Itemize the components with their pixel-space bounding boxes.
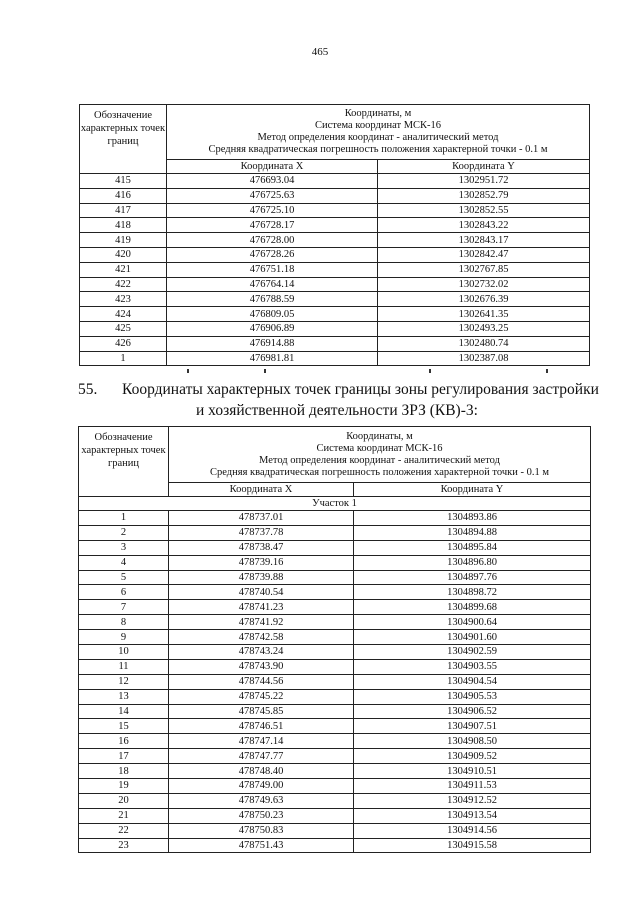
coord-y-cell: 1304893.86 bbox=[354, 511, 591, 526]
coord-y-cell: 1304900.64 bbox=[354, 615, 591, 630]
point-number: 17 bbox=[79, 749, 169, 764]
info-line: Средняя квадратическая погрешность положения характерной точки - 0.1 м bbox=[210, 466, 549, 478]
point-number: 419 bbox=[80, 233, 167, 248]
table-row bbox=[79, 600, 591, 615]
point-number: 6 bbox=[79, 585, 169, 600]
table-row bbox=[79, 615, 591, 630]
coord-x-cell: 478745.22 bbox=[169, 689, 354, 704]
coord-x-cell: 478745.85 bbox=[169, 704, 354, 719]
table-1-body bbox=[80, 105, 590, 366]
table-row bbox=[79, 525, 591, 540]
point-number: 18 bbox=[79, 764, 169, 779]
table-row bbox=[79, 511, 591, 526]
scan-mark bbox=[429, 369, 431, 373]
point-number: 5 bbox=[79, 570, 169, 585]
coord-x-cell: 478750.23 bbox=[169, 808, 354, 823]
table-row bbox=[80, 336, 590, 351]
table-row bbox=[79, 749, 591, 764]
point-number: 1 bbox=[79, 511, 169, 526]
section-title-line-1: Координаты характерных точек границы зоны регулирования застройки bbox=[122, 381, 599, 398]
coord-y-cell: 1302767.85 bbox=[378, 262, 590, 277]
coord-x-cell: 478750.83 bbox=[169, 823, 354, 838]
table-row bbox=[79, 630, 591, 645]
coord-y-cell: 1302387.08 bbox=[378, 351, 590, 366]
coord-x-cell: 478749.00 bbox=[169, 779, 354, 794]
point-number: 423 bbox=[80, 292, 167, 307]
coord-x-cell: 476725.10 bbox=[167, 203, 378, 218]
point-label-header: Обозначение характерных точек границ bbox=[79, 427, 169, 497]
table-row bbox=[79, 734, 591, 749]
point-number: 418 bbox=[80, 218, 167, 233]
point-number: 13 bbox=[79, 689, 169, 704]
point-number: 15 bbox=[79, 719, 169, 734]
point-number: 1 bbox=[80, 351, 167, 366]
point-number: 420 bbox=[80, 247, 167, 262]
col-x-header: Координата X bbox=[167, 160, 378, 174]
table-row bbox=[79, 689, 591, 704]
info-line: Координаты, м bbox=[346, 430, 413, 442]
point-number: 3 bbox=[79, 540, 169, 555]
point-number: 416 bbox=[80, 188, 167, 203]
table-row bbox=[80, 321, 590, 336]
section-title-line-2: и хозяйственной деятельности ЗРЗ (КВ)-3: bbox=[196, 402, 478, 419]
coord-x-cell: 476764.14 bbox=[167, 277, 378, 292]
coord-x-cell: 476725.63 bbox=[167, 188, 378, 203]
table-row bbox=[80, 247, 590, 262]
info-line: Координаты, м bbox=[344, 108, 412, 119]
coord-x-cell: 478738.47 bbox=[169, 540, 354, 555]
table-2-body bbox=[79, 427, 591, 853]
coord-y-cell: 1304907.51 bbox=[354, 719, 591, 734]
coord-x-cell: 476788.59 bbox=[167, 292, 378, 307]
coord-y-cell: 1304901.60 bbox=[354, 630, 591, 645]
coord-y-cell: 1302676.39 bbox=[378, 292, 590, 307]
coord-x-cell: 476693.04 bbox=[167, 174, 378, 189]
coord-y-cell: 1304909.52 bbox=[354, 749, 591, 764]
coord-x-cell: 478741.23 bbox=[169, 600, 354, 615]
table-row bbox=[80, 351, 590, 366]
table-row bbox=[80, 203, 590, 218]
coord-x-cell: 476914.88 bbox=[167, 336, 378, 351]
coord-y-cell: 1304898.72 bbox=[354, 585, 591, 600]
coord-x-cell: 478747.77 bbox=[169, 749, 354, 764]
coord-y-cell: 1302843.22 bbox=[378, 218, 590, 233]
coord-x-cell: 476728.17 bbox=[167, 218, 378, 233]
page-number: 465 bbox=[311, 46, 329, 58]
table-row bbox=[79, 764, 591, 779]
coord-y-cell: 1302641.35 bbox=[378, 307, 590, 322]
point-number: 422 bbox=[80, 277, 167, 292]
point-number: 21 bbox=[79, 808, 169, 823]
point-number: 417 bbox=[80, 203, 167, 218]
coord-x-cell: 478737.78 bbox=[169, 525, 354, 540]
info-line: Метод определения координат - аналитический метод bbox=[259, 454, 500, 466]
coord-x-cell: 478742.58 bbox=[169, 630, 354, 645]
table-row bbox=[80, 174, 590, 189]
coord-y-cell: 1304902.59 bbox=[354, 645, 591, 660]
coord-y-cell: 1304908.50 bbox=[354, 734, 591, 749]
point-number: 415 bbox=[80, 174, 167, 189]
point-number: 7 bbox=[79, 600, 169, 615]
coord-x-cell: 476809.05 bbox=[167, 307, 378, 322]
coordinates-table-1 bbox=[79, 104, 590, 366]
point-number: 9 bbox=[79, 630, 169, 645]
coord-x-cell: 478749.63 bbox=[169, 793, 354, 808]
coord-x-cell: 476906.89 bbox=[167, 321, 378, 336]
table-row bbox=[80, 292, 590, 307]
col-y-header: Координата Y bbox=[354, 483, 591, 497]
point-number: 8 bbox=[79, 615, 169, 630]
coordinate-system-info bbox=[167, 105, 590, 160]
table-row bbox=[79, 585, 591, 600]
coord-x-cell: 478751.43 bbox=[169, 838, 354, 853]
table-row bbox=[79, 570, 591, 585]
coord-y-cell: 1302852.79 bbox=[378, 188, 590, 203]
table-row bbox=[80, 233, 590, 248]
coord-x-cell: 478744.56 bbox=[169, 674, 354, 689]
point-number: 14 bbox=[79, 704, 169, 719]
coord-y-cell: 1304894.88 bbox=[354, 525, 591, 540]
col-y-header: Координата Y bbox=[378, 160, 590, 174]
point-number: 424 bbox=[80, 307, 167, 322]
coord-x-cell: 478743.90 bbox=[169, 659, 354, 674]
scan-mark bbox=[546, 369, 548, 373]
point-number: 20 bbox=[79, 793, 169, 808]
table-row bbox=[80, 307, 590, 322]
coord-y-cell: 1304899.68 bbox=[354, 600, 591, 615]
point-number: 22 bbox=[79, 823, 169, 838]
scan-marks bbox=[0, 369, 640, 375]
table-row bbox=[79, 555, 591, 570]
scan-mark bbox=[187, 369, 189, 373]
coord-x-cell: 478747.14 bbox=[169, 734, 354, 749]
table-row bbox=[80, 262, 590, 277]
coord-x-cell: 478739.16 bbox=[169, 555, 354, 570]
point-label-header: Обозначение характерных точек границ bbox=[80, 105, 167, 174]
coord-x-cell: 478743.24 bbox=[169, 645, 354, 660]
coord-x-cell: 478737.01 bbox=[169, 511, 354, 526]
point-number: 19 bbox=[79, 779, 169, 794]
col-x-header: Координата X bbox=[169, 483, 354, 497]
coord-y-cell: 1304910.51 bbox=[354, 764, 591, 779]
coord-y-cell: 1302951.72 bbox=[378, 174, 590, 189]
info-line: Средняя квадратическая погрешность положения характерной точки - 0.1 м bbox=[208, 144, 548, 155]
coordinates-table-2 bbox=[78, 426, 591, 853]
coord-y-cell: 1304896.80 bbox=[354, 555, 591, 570]
table-row bbox=[79, 793, 591, 808]
coord-x-cell: 478740.54 bbox=[169, 585, 354, 600]
point-number: 12 bbox=[79, 674, 169, 689]
info-line: Метод определения координат - аналитический метод bbox=[257, 132, 499, 143]
point-number: 2 bbox=[79, 525, 169, 540]
table-row bbox=[79, 823, 591, 838]
table-row bbox=[79, 645, 591, 660]
point-number: 425 bbox=[80, 321, 167, 336]
coord-y-cell: 1304911.53 bbox=[354, 779, 591, 794]
table-row bbox=[80, 188, 590, 203]
coord-y-cell: 1304895.84 bbox=[354, 540, 591, 555]
coord-y-cell: 1304903.55 bbox=[354, 659, 591, 674]
coord-x-cell: 476728.00 bbox=[167, 233, 378, 248]
coord-y-cell: 1302480.74 bbox=[378, 336, 590, 351]
table-row bbox=[79, 540, 591, 555]
coord-x-cell: 476751.18 bbox=[167, 262, 378, 277]
coord-y-cell: 1304912.52 bbox=[354, 793, 591, 808]
coord-y-cell: 1304905.53 bbox=[354, 689, 591, 704]
info-line: Система координат МСК-16 bbox=[316, 442, 443, 454]
coord-y-cell: 1304913.54 bbox=[354, 808, 591, 823]
table-row bbox=[79, 674, 591, 689]
coord-x-cell: 478748.40 bbox=[169, 764, 354, 779]
coordinate-system-info bbox=[169, 427, 591, 483]
coord-x-cell: 478739.88 bbox=[169, 570, 354, 585]
table-row bbox=[79, 659, 591, 674]
coord-y-cell: 1302842.47 bbox=[378, 247, 590, 262]
coord-y-cell: 1302843.17 bbox=[378, 233, 590, 248]
coord-y-cell: 1302852.55 bbox=[378, 203, 590, 218]
coord-y-cell: 1302732.02 bbox=[378, 277, 590, 292]
coord-y-cell: 1304904.54 bbox=[354, 674, 591, 689]
info-line: Система координат МСК-16 bbox=[314, 120, 442, 131]
plot-section-label: Участок 1 bbox=[79, 497, 591, 511]
table-row bbox=[80, 277, 590, 292]
coord-y-cell: 1304914.56 bbox=[354, 823, 591, 838]
table-row bbox=[79, 808, 591, 823]
coord-x-cell: 478741.92 bbox=[169, 615, 354, 630]
point-number: 421 bbox=[80, 262, 167, 277]
coord-y-cell: 1304897.76 bbox=[354, 570, 591, 585]
table-row bbox=[79, 704, 591, 719]
scan-mark bbox=[264, 369, 266, 373]
coord-x-cell: 476981.81 bbox=[167, 351, 378, 366]
point-number: 16 bbox=[79, 734, 169, 749]
coord-y-cell: 1304906.52 bbox=[354, 704, 591, 719]
point-number: 4 bbox=[79, 555, 169, 570]
coord-y-cell: 1304915.58 bbox=[354, 838, 591, 853]
coord-x-cell: 476728.26 bbox=[167, 247, 378, 262]
table-row bbox=[79, 719, 591, 734]
point-number: 23 bbox=[79, 838, 169, 853]
point-number: 426 bbox=[80, 336, 167, 351]
point-number: 11 bbox=[79, 659, 169, 674]
table-row bbox=[79, 779, 591, 794]
table-row bbox=[79, 838, 591, 853]
coord-y-cell: 1302493.25 bbox=[378, 321, 590, 336]
section-number: 55. bbox=[78, 381, 98, 398]
table-row bbox=[80, 218, 590, 233]
coord-x-cell: 478746.51 bbox=[169, 719, 354, 734]
point-number: 10 bbox=[79, 645, 169, 660]
